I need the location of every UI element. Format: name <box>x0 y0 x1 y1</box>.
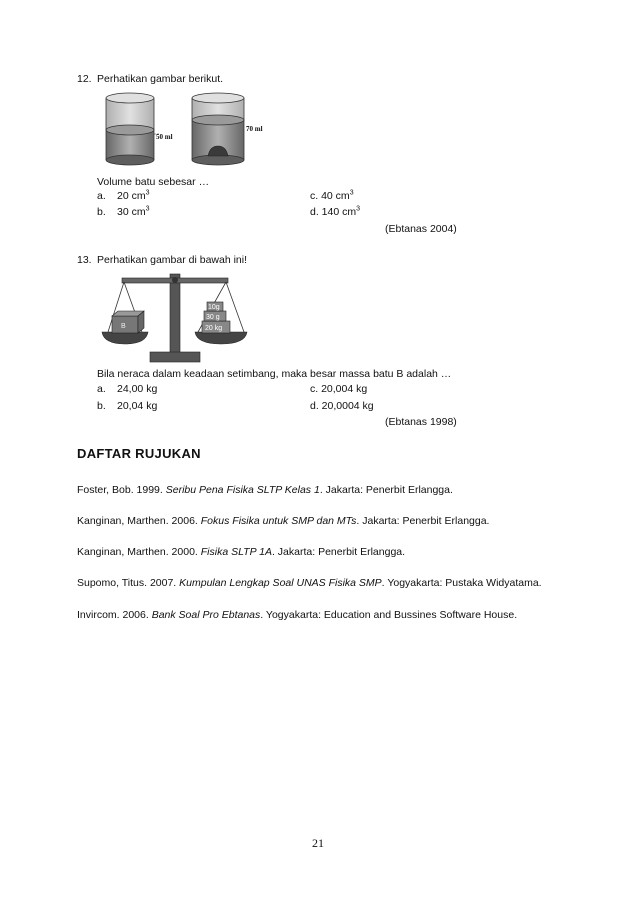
q13-option-b: 20,04 kg <box>117 400 158 412</box>
q12-option-c: c. 40 $cm^3$ <box>310 189 354 202</box>
q12-option-b: 30 $cm^3$ <box>117 205 150 218</box>
reference-item-3: Kanginan, Marthen. 2000. Fisika SLTP 1A. Jakarta: Penerbit Erlangga. <box>77 546 406 558</box>
balance-post <box>170 274 180 354</box>
q13-option-c: c. 20,004 kg <box>310 383 368 395</box>
q13-option-b-letter: b. <box>97 400 106 412</box>
cylinder-left <box>106 93 160 165</box>
q12-prompt: Perhatikan gambar berikut. <box>97 73 224 85</box>
q13-question: Bila neraca dalam keadaan setimbang, maka besar massa batu B adalah … <box>97 368 452 380</box>
cylinder-right <box>192 93 244 165</box>
q12-label-right: 70 ml <box>246 125 263 133</box>
q13-source: (Ebtanas 1998) <box>385 416 457 428</box>
q12-cylinders-figure <box>96 90 276 170</box>
reference-item-5: Invircom. 2006. Bank Soal Pro Ebtanas. Yogyakarta: Education and Bussines Software House. <box>77 609 518 621</box>
balance-base <box>150 352 200 362</box>
references-heading: DAFTAR RUJUKAN <box>77 446 201 461</box>
reference-title-2: Fokus Fisika untuk SMP dan MTs <box>200 515 357 527</box>
reference-title-5: Bank Soal Pro Ebtanas <box>151 609 261 621</box>
q12-option-a: 20 $cm^3$ <box>117 189 150 202</box>
weight-30g-label: 30 g <box>206 314 220 321</box>
q13-option-d: d. 20,0004 kg <box>310 400 374 412</box>
reference-item-4: Supomo, Titus. 2007. Kumpulan Lengkap Soal UNAS Fisika SMP. Yogyakarta: Pustaka Widyatama. <box>77 577 542 589</box>
reference-item-2: Kanginan, Marthen. 2006. Fokus Fisika untuk SMP dan MTs. Jakarta: Penerbit Erlangga. <box>77 515 490 527</box>
q13-prompt: Perhatikan gambar di bawah ini! <box>97 254 248 266</box>
reference-item-1: Foster, Bob. 1999. Seribu Pena Fisika SLTP Kelas 1. Jakarta: Penerbit Erlangga. <box>77 484 453 496</box>
balance-pan-right <box>195 332 247 344</box>
q13-option-a-letter: a. <box>97 383 106 395</box>
q12-option-a-letter: a. <box>97 190 106 202</box>
q12-option-d: d. 140 $cm^3$ <box>310 205 361 218</box>
q13-option-a: 24,00 kg <box>117 383 158 395</box>
weight-20kg-label: 20 kg <box>205 325 223 332</box>
q12-question: Volume batu sebesar … <box>97 176 210 188</box>
reference-title-1: Seribu Pena Fisika SLTP Kelas 1 <box>165 484 320 496</box>
page-number: 21 <box>312 836 324 850</box>
reference-title-4: Kumpulan Lengkap Soal UNAS Fisika SMP <box>179 577 382 589</box>
q13-number: 13. <box>77 254 92 266</box>
q12-label-left: 50 ml <box>156 133 173 141</box>
weight-10g-label: 10g <box>208 304 220 311</box>
stone-b-label: B <box>121 323 126 330</box>
balance-pan-left <box>102 332 148 344</box>
q12-number: 12. <box>77 73 92 85</box>
q13-balance-figure <box>100 270 250 365</box>
q12-option-b-letter: b. <box>97 206 106 218</box>
q12-source: (Ebtanas 2004) <box>385 223 457 235</box>
reference-title-3: Fisika SLTP 1A <box>200 546 272 558</box>
